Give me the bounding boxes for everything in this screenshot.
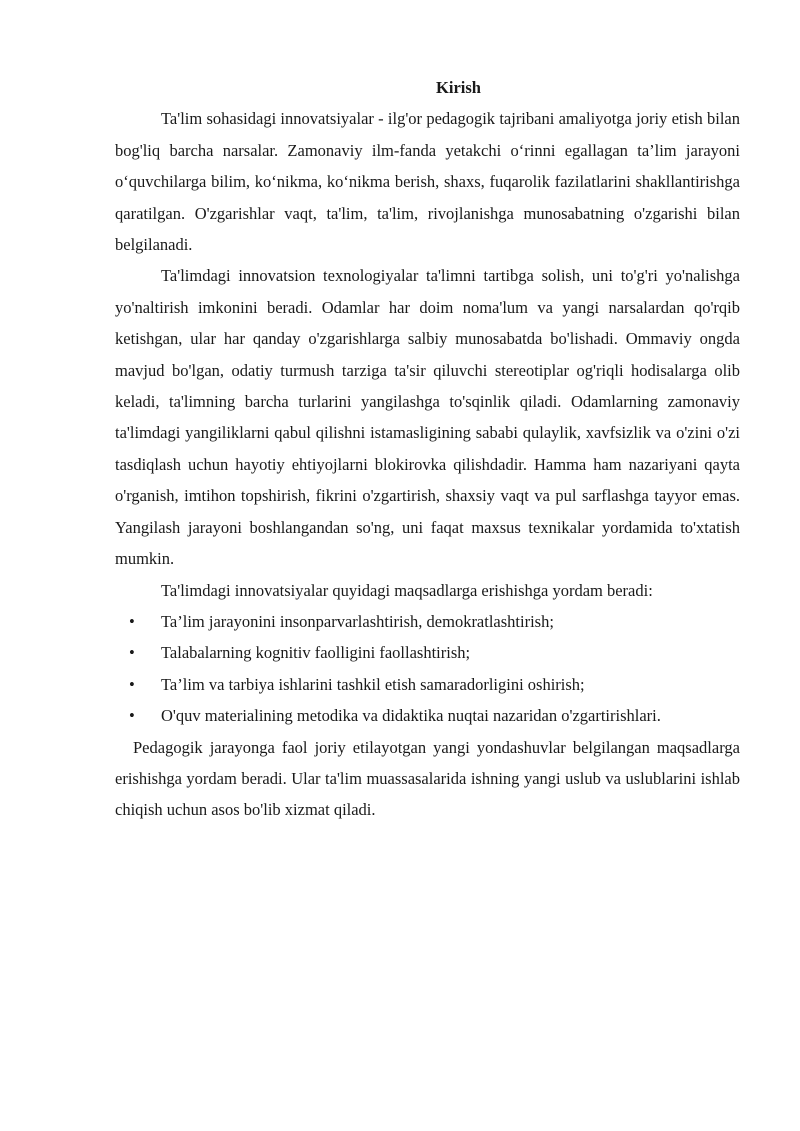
list-item [115,669,740,700]
list-item [115,700,740,731]
list-item-text: Ta’lim va tarbiya ishlarini tashkil etish samaradorligini oshirish; [161,674,585,694]
document-body [115,72,740,826]
bullet-icon: • [129,674,135,694]
paragraph-intro: Ta'lim sohasidagi innovatsiyalar - ilg'or pedagogik tajribani amaliyotga joriy etish bilan bog'liq barcha narsalar. Zamonaviy ilm-fanda yetakchi oʻrinni egallagan ta’lim jarayoni oʻquvchilarga bilim, koʻnikma, koʻnikma berish, shaxs, fuqarolik fazilatlarini shakllantirishga qaratilgan. O'zgarishlar vaqt, ta'lim, ta'lim, rivojlanishga munosabatning o'zgarishi bilan belgilanadi. [115,109,740,255]
list-item-text: Talabalarning kognitiv faolligini faollashtirish; [161,643,471,663]
bullet-icon: • [129,643,135,663]
list-item-text: O'quv materialining metodika va didaktika nuqtai nazaridan o'zgartirishlari. [161,706,661,726]
list-item [115,637,740,668]
paragraph-goals-intro: Ta'limdagi innovatsiyalar quyidagi maqsadlarga erishishga yordam beradi: [161,580,653,600]
paragraph-innovative-technologies: Ta'limdagi innovatsion texnologiyalar ta'limni tartibga solish, uni to'g'ri yo'nalishga yo'naltirish imkonini beradi. Odamlar har doim noma'lum va yangi narsalardan qo'rqib ketishgan, ular har qanday o'zgarishlarga salbiy munosabatda bo'lishadi. Ommaviy ongda mavjud bo'lgan, odatiy turmush tarziga ta'sir qiluvchi stereotiplar og'riqli hodisalarga olib keladi, ta'limning barcha turlarini yangilashga to'sqinlik qiladi. Odamlarning zamonaviy ta'limdagi yangiliklarni qabul qilishni istamasligining sababi qulaylik, xavfsizlik va o'zini o'zi tasdiqlash uchun hayotiy ehtiyojlarni blokirovka qilishdadir. Hamma ham nazariyani qayta o'rganish, imtihon topshirish, fikrini o'zgartirish, shaxsiy vaqt va pul sarflashga tayyor emas. Yangilash jarayoni boshlangandan so'ng, uni faqat maxsus texnikalar yordamida to'xtatish mumkin. [115,266,740,569]
bullet-icon: • [129,706,135,726]
paragraph-closing: Pedagogik jarayonga faol joriy etilayotgan yangi yondashuvlar belgilangan maqsadlarga erishishga yordam beradi. Ular ta'lim muassasalarida ishning yangi uslub va uslublarini ishlab chiqish uchun asos bo'lib xizmat qiladi. [115,737,740,820]
list-item [115,606,740,637]
list-item-text: Ta’lim jarayonini insonparvarlashtirish, demokratlashtirish; [161,611,554,631]
goals-list [115,606,740,732]
bullet-icon: • [129,611,135,631]
page-title: Kirish [436,78,481,97]
